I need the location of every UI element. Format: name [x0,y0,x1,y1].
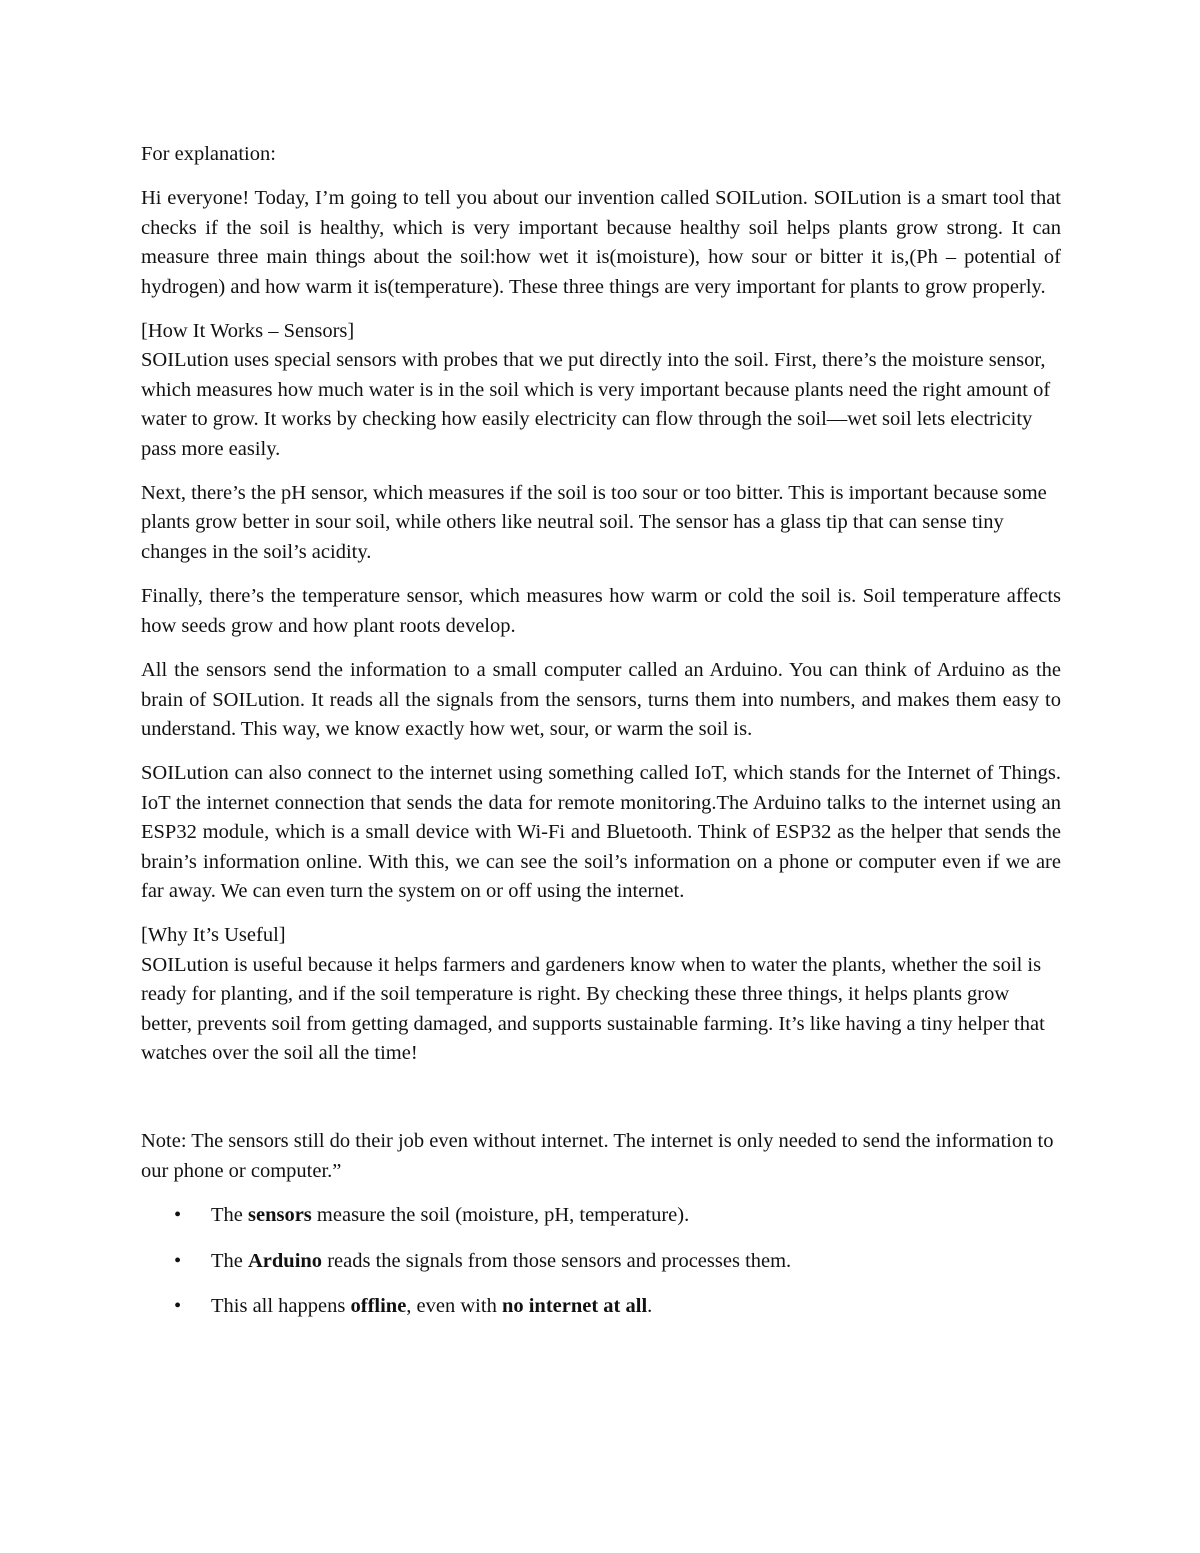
how-it-works-heading: [How It Works – Sensors] [141,320,355,343]
ph-paragraph: Next, there’s the pH sensor, which measures if the soil is too sour or too bitter. This is important because some plants grow better in sour soil, while others like neutral soil. The sensor has a glass tip that can sense tiny changes in the soil’s acidity. [141,482,1047,563]
bullet-item-arduino [141,1247,1061,1276]
bullet-bold-text: sensors [248,1204,312,1227]
iot-paragraph: SOILution can also connect to the internet using something called IoT, which stands for the Internet of Things. IoT the internet connection that sends the data for remote monitoring.The Arduino talks to the internet using an ESP32 module, which is a small device with Wi-Fi and Bluetooth. Think of ESP32 as the helper that sends the brain’s information online. With this, we can see the soil’s information on a phone or computer even if we are far away. We can even turn the system on or off using the internet. [141,762,1061,902]
temperature-paragraph: Finally, there’s the temperature sensor, which measures how warm or cold the soil is. Soil temperature affects how seeds grow and how plant roots develop. [141,585,1061,637]
bullet-bold-text: offline [350,1295,407,1317]
bullet-text: measure the soil (moisture, pH, temperature). [311,1204,690,1227]
bullet-icon: • [174,1295,182,1317]
document-page [141,140,1061,1337]
how-it-works-section [141,317,1061,464]
intro-paragraph: Hi everyone! Today, I’m going to tell you about our invention called SOILution. SOILution is a smart tool that checks if the soil is healthy, which is very important because healthy soil helps plants grow strong. It can measure three main things about the soil:how wet it is(moisture), how sour or bitter it is,(Ph – potential of hydrogen) and how warm it is(temperature). These three things are very important for plants to grow properly. [141,187,1061,298]
bullet-text: The [211,1249,248,1272]
why-useful-paragraph: SOILution is useful because it helps farmers and gardeners know when to water the plants, whether the soil is ready for planting, and if the soil temperature is right. By checking these three things, it helps plants grow better, prevents soil from getting damaged, and supports sustainable farming. It’s like having a tiny helper that watches over the soil all the time! [141,953,1045,1064]
intro-label: For explanation: [141,143,276,165]
bullet-text: This all happens [211,1295,351,1317]
bullet-text: . [647,1295,653,1317]
bullet-icon: • [174,1249,182,1272]
bullet-bold-text: no internet at all [501,1295,648,1317]
arduino-paragraph: All the sensors send the information to a small computer called an Arduino. You can think of Arduino as the brain of SOILution. It reads all the signals from the sensors, turns them into numbers, and makes them easy to understand. This way, we know exactly how wet, sour, or warm the soil is. [141,659,1061,740]
bullet-text: reads the signals from those sensors and processes them. [322,1249,792,1272]
bullet-item-sensors [141,1201,1061,1230]
blank-spacer [141,1083,1061,1127]
why-useful-heading: [Why It’s Useful] [141,924,286,947]
bullet-text: The [211,1204,248,1227]
bullet-item-offline [141,1292,1061,1321]
bullet-icon: • [174,1204,182,1227]
bullet-text: , even with [406,1295,502,1317]
note-paragraph: Note: The sensors still do their job even without internet. The internet is only needed to send the information to our phone or computer.” [141,1130,1054,1182]
why-useful-section [141,921,1061,1068]
bullet-bold-text: Arduino [248,1249,323,1272]
summary-bullet-list [141,1201,1061,1321]
moisture-paragraph: SOILution uses special sensors with probes that we put directly into the soil. First, there’s the moisture sensor, which measures how much water is in the soil which is very important because plants need the right amount of water to grow. It works by checking how easily electricity can flow through the soil—wet soil lets electricity pass more easily. [141,349,1051,460]
